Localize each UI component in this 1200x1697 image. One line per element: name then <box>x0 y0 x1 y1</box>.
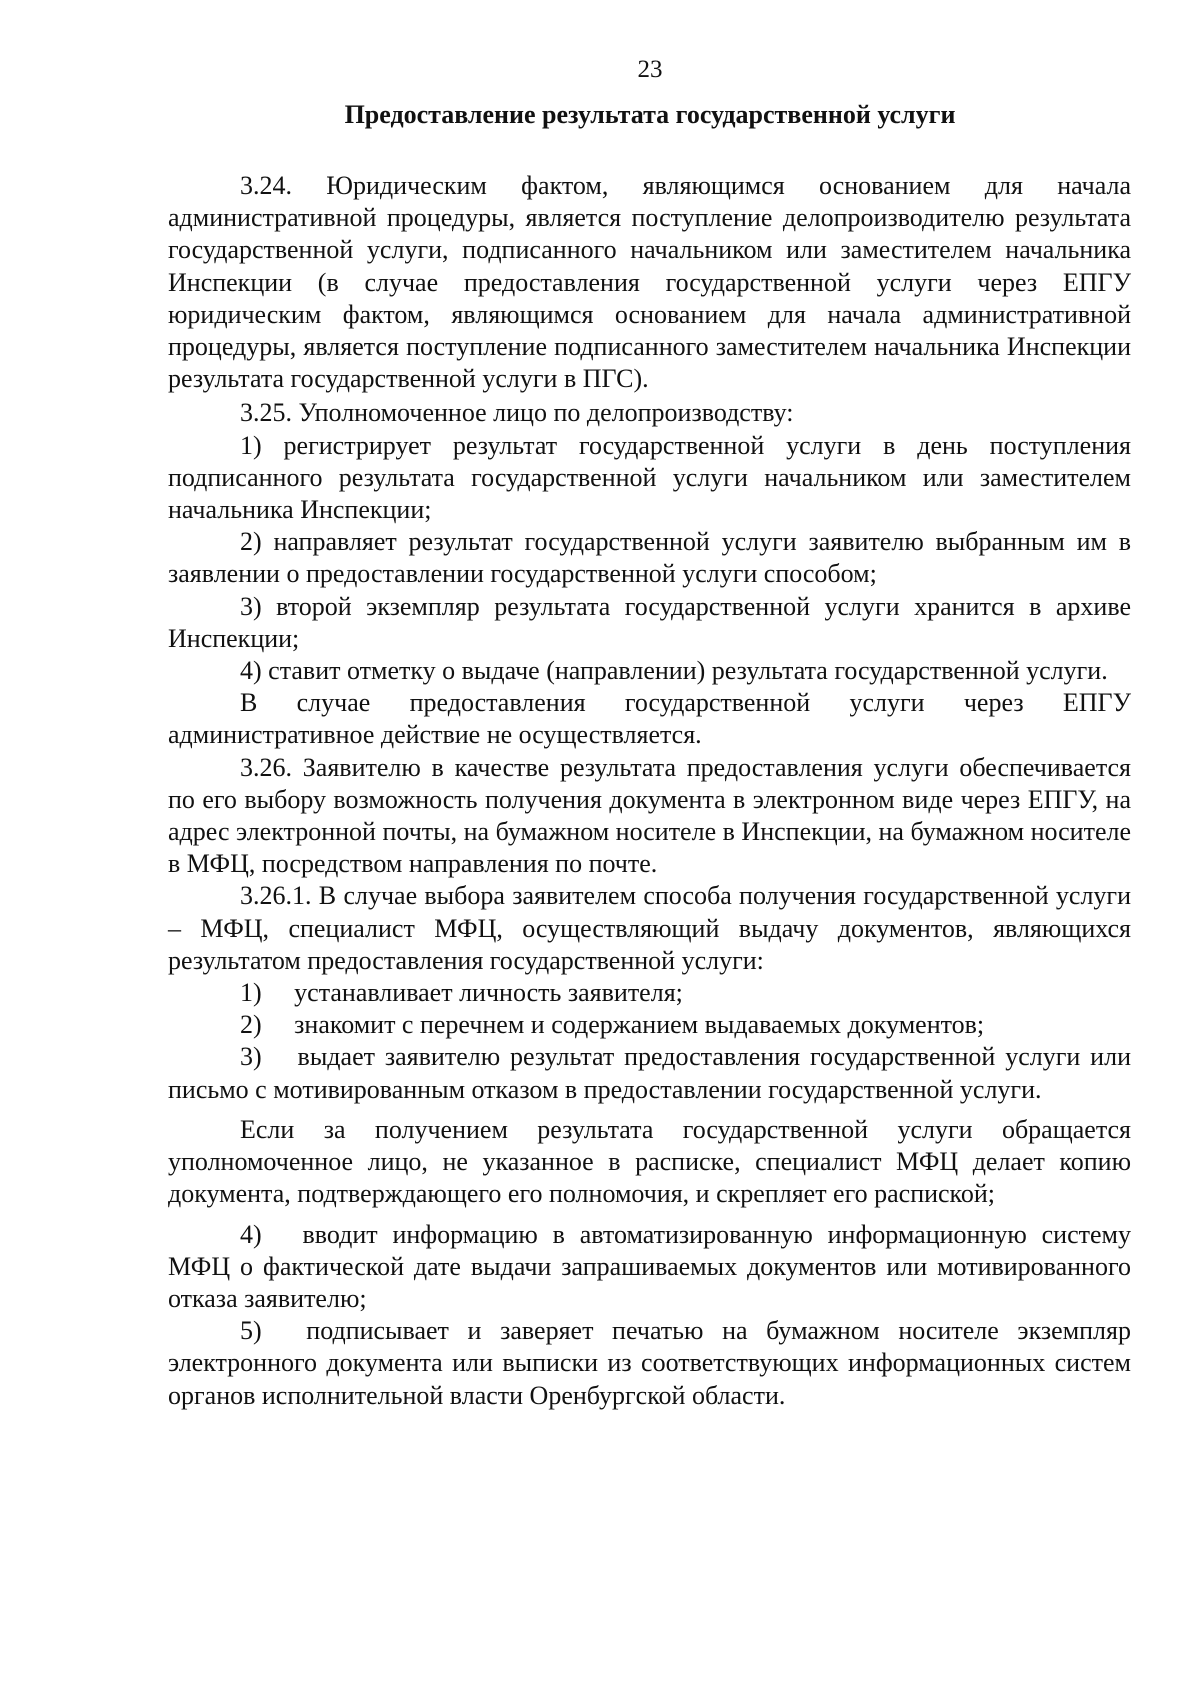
list-item-3-26-1-3: 3) выдает заявителю результат предоставления государственной услуги или письмо с мотивированным отказом в предоставлении государственной услуги. <box>168 1042 1131 1104</box>
list-item-3-26-1-4: 4) вводит информацию в автоматизированную информационную систему МФЦ о фактической дате выдачи запрашиваемых документов или мотивированного отказа заявителю; <box>168 1219 1131 1313</box>
list-item-3-26-1-5: 5) подписывает и заверяет печатью на бумажном носителе экземпляр электронного документа или выписки из соответствующих информационных систем органов исполнительной власти Оренбургской области. <box>168 1316 1131 1410</box>
list-item-3-25-3: 3) второй экземпляр результата государственной услуги хранится в архиве Инспекции; <box>168 591 1131 653</box>
list-item-3-26-1-2: 2) знакомит с перечнем и содержанием выдаваемых документов; <box>240 1010 985 1040</box>
paragraph-3-24: 3.24. Юридическим фактом, являющимся основанием для начала административной процедуры, является поступление делопроизводителю результата государственной услуги, подписанного начальником или заместителем начальника Инспекции (в случае предоставления государственной услуги через ЕПГУ юридическим фактом, являющимся основанием для начала административной процедуры, является поступление подписанного заместителем начальника Инспекции результата государственной услуги в ПГС). <box>168 171 1131 394</box>
paragraph-3-25: 3.25. Уполномоченное лицо по делопроизводству: <box>240 398 794 428</box>
paragraph-epgu-note: В случае предоставления государственной услуги через ЕПГУ административное действие не осуществляется. <box>168 688 1131 750</box>
section-heading: Предоставление результата государственной услуги <box>344 100 956 129</box>
page-number: 23 <box>637 56 663 83</box>
paragraph-authorized-person: Если за получением результата государственной услуги обращается уполномоченное лицо, не указанное в расписке, специалист МФЦ делает копию документа, подтверждающего его полномочия, и скрепляет его распиской; <box>168 1114 1131 1209</box>
list-item-3-25-4: 4) ставит отметку о выдаче (направлении) результата государственной услуги. <box>240 656 1108 686</box>
paragraph-3-26-1: 3.26.1. В случае выбора заявителем способа получения государственной услуги – МФЦ, специалист МФЦ, осуществляющий выдачу документов, являющихся результатом предоставления государственной услуги: <box>168 881 1131 975</box>
list-item-3-26-1-1: 1) устанавливает личность заявителя; <box>240 978 683 1008</box>
document-body <box>168 170 1131 1412</box>
list-item-3-25-1: 1) регистрирует результат государственной услуги в день поступления подписанного результата государственной услуги начальником или заместителем начальника Инспекции; <box>168 430 1131 525</box>
paragraph-3-26: 3.26. Заявителю в качестве результата предоставления услуги обеспечивается по его выбору возможность получения документа в электронном виде через ЕПГУ, на адрес электронной почты, на бумажном носителе в Инспекции, на бумажном носителе в МФЦ, посредством направления по почте. <box>168 752 1131 879</box>
list-item-3-25-2: 2) направляет результат государственной услуги заявителю выбранным им в заявлении о предоставлении государственной услуги способом; <box>168 527 1131 589</box>
